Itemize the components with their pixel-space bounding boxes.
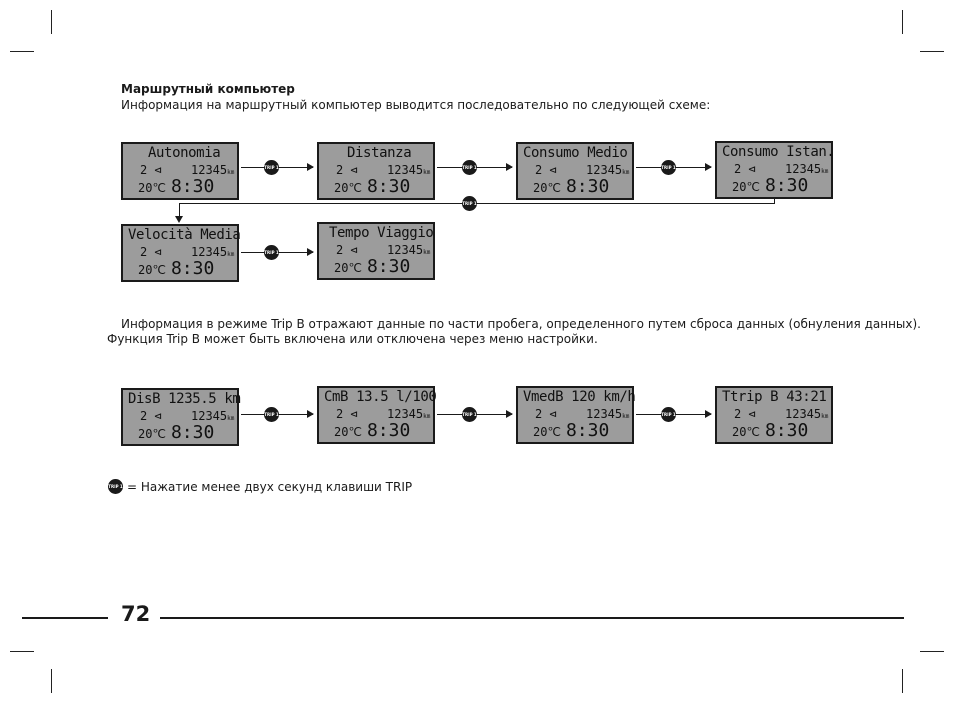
lcd-title: CmB 13.5 l/100	[324, 389, 437, 405]
crop-mark	[51, 669, 52, 693]
lcd-screen	[121, 388, 239, 446]
connector-arrowhead	[175, 216, 183, 223]
lcd-temp-clock-line: 20℃ 8:30	[334, 420, 411, 441]
lcd-title: VmedB 120 km/h	[523, 389, 636, 405]
trip-button-icon: TRIP 1	[264, 245, 279, 260]
lcd-gear-line: 2 ⊲ 12345km	[336, 407, 431, 421]
crop-mark	[902, 669, 903, 693]
intro-text: Информация на маршрутный компьютер выводится последовательно по следующей схеме:	[121, 98, 711, 112]
lcd-title: Consumo Medio	[523, 145, 628, 161]
lcd-temp-clock-line: 20℃ 8:30	[732, 175, 809, 196]
lcd-title: DisB 1235.5 km	[128, 391, 241, 407]
lcd-gear-line: 2 ⊲ 12345km	[734, 162, 829, 176]
lcd-gear-line: 2 ⊲ 12345km	[336, 243, 431, 257]
connector-line	[179, 203, 775, 204]
lcd-gear-line: 2 ⊲ 12345km	[140, 245, 235, 259]
lcd-screen	[317, 386, 435, 444]
trip-button-icon: TRIP 1	[108, 479, 123, 494]
lcd-screen	[516, 386, 634, 444]
legend-text: = Нажатие менее двух секунд клавиши TRIP	[127, 480, 413, 494]
trip-button-icon: TRIP 1	[661, 160, 676, 175]
lcd-screen	[715, 141, 833, 199]
crop-mark	[10, 651, 34, 652]
lcd-gear-line: 2 ⊲ 12345km	[336, 163, 431, 177]
crop-mark	[10, 51, 34, 52]
lcd-temp-clock-line: 20℃ 8:30	[732, 420, 809, 441]
lcd-temp-clock-line: 20℃ 8:30	[138, 176, 215, 197]
lcd-temp-clock-line: 20℃ 8:30	[533, 420, 610, 441]
crop-mark	[902, 10, 903, 34]
trip-button-icon: TRIP 1	[661, 407, 676, 422]
lcd-title: Consumo Istan.	[722, 144, 835, 160]
lcd-gear-line: 2 ⊲ 12345km	[140, 163, 235, 177]
crop-mark	[51, 10, 52, 34]
trip-button-icon: TRIP 1	[462, 196, 477, 211]
crop-mark	[920, 651, 944, 652]
footer-rule-right	[160, 617, 904, 619]
trip-button-icon: TRIP 1	[462, 160, 477, 175]
page-number: 72	[121, 602, 151, 626]
lcd-screen	[715, 386, 833, 444]
lcd-screen	[516, 142, 634, 200]
lcd-title: Velocità Media	[128, 227, 241, 243]
lcd-title: Tempo Viaggio	[329, 225, 434, 241]
crop-mark	[920, 51, 944, 52]
lcd-screen	[317, 222, 435, 280]
lcd-temp-clock-line: 20℃ 8:30	[138, 258, 215, 279]
lcd-screen	[121, 142, 239, 200]
lcd-title: Ttrip B 43:21	[722, 389, 827, 405]
trip-button-icon: TRIP 1	[264, 160, 279, 175]
lcd-temp-clock-line: 20℃ 8:30	[334, 256, 411, 277]
lcd-temp-clock-line: 20℃ 8:30	[334, 176, 411, 197]
lcd-title: Autonomia	[148, 145, 221, 161]
lcd-gear-line: 2 ⊲ 12345km	[140, 409, 235, 423]
lcd-gear-line: 2 ⊲ 12345km	[535, 407, 630, 421]
tripb-paragraph: Функция Trip B может быть включена или отключена через меню настройки.	[107, 332, 598, 346]
section-title: Маршрутный компьютер	[121, 82, 295, 96]
footer-rule-left	[22, 617, 108, 619]
lcd-temp-clock-line: 20℃ 8:30	[533, 176, 610, 197]
lcd-title: Distanza	[347, 145, 412, 161]
lcd-gear-line: 2 ⊲ 12345km	[535, 163, 630, 177]
lcd-screen	[121, 224, 239, 282]
lcd-gear-line: 2 ⊲ 12345km	[734, 407, 829, 421]
tripb-paragraph: Информация в режиме Trip B отражают данные по части пробега, определенного путем сброса данных (обнуления данных).	[121, 317, 921, 331]
trip-button-icon: TRIP 1	[462, 407, 477, 422]
connector-line	[179, 203, 180, 217]
trip-button-icon: TRIP 1	[264, 407, 279, 422]
lcd-temp-clock-line: 20℃ 8:30	[138, 422, 215, 443]
lcd-screen	[317, 142, 435, 200]
